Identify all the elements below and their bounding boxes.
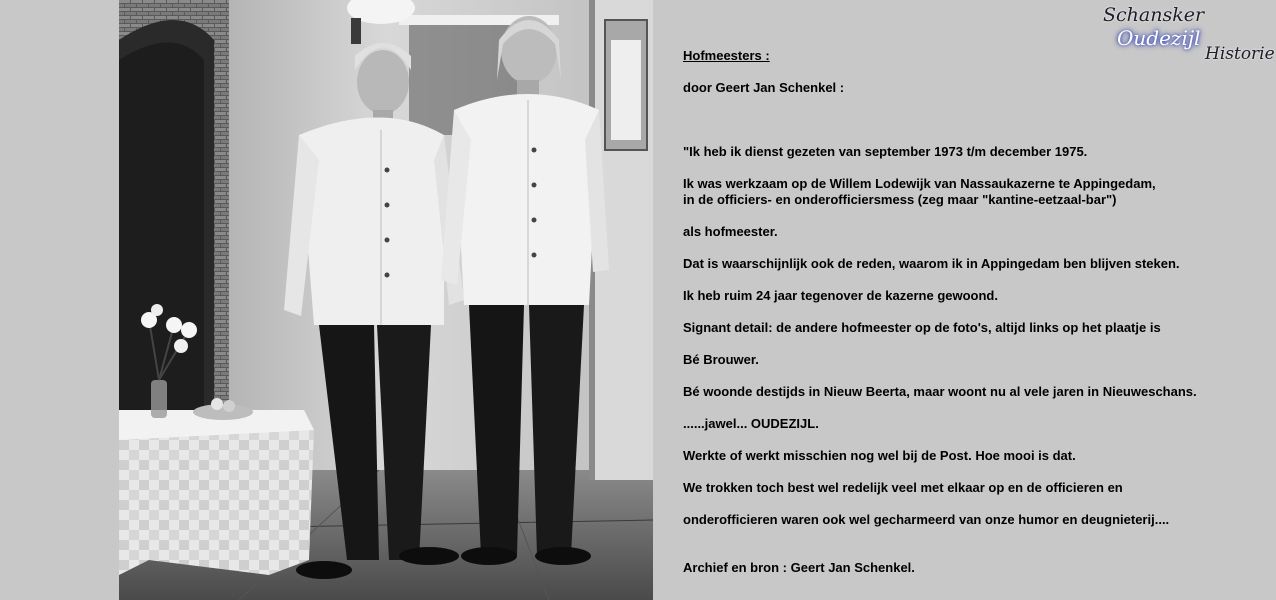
article-line: Ik heb ruim 24 jaar tegenover de kazerne gewoond.	[683, 288, 998, 303]
stewards-photo	[119, 0, 653, 600]
article-line: Werkte of werkt misschien nog wel bij de Post. Hoe mooi is dat.	[683, 448, 1076, 463]
article-line: Dat is waarschijnlijk ook de reden, waarom ik in Appingedam ben blijven steken.	[683, 256, 1180, 271]
article-line: Signant detail: de andere hofmeester op de foto's, altijd links op het plaatje is	[683, 320, 1161, 335]
article-line: in de officiers- en onderofficiersmess (zeg maar "kantine-eetzaal-bar")	[683, 192, 1117, 207]
article-line: als hofmeester.	[683, 224, 778, 239]
article-byline: door Geert Jan Schenkel :	[683, 80, 845, 95]
article-source: Archief en bron : Geert Jan Schenkel.	[683, 560, 915, 575]
article-line: "Ik heb ik dienst gezeten van september 1973 t/m december 1975.	[683, 144, 1088, 159]
site-logo[interactable]	[1095, 2, 1273, 68]
article-line: Ik was werkzaam op de Willem Lodewijk van Nassaukazerne te Appingedam,	[683, 176, 1156, 191]
article-line: Bé woonde destijds in Nieuw Beerta, maar woont nu al vele jaren in Nieuweschans.	[683, 384, 1197, 399]
stewards-photo-graphic	[119, 0, 653, 600]
article-line: ......jawel... OUDEZIJL.	[683, 416, 819, 431]
article-line: Bé Brouwer.	[683, 352, 759, 367]
logo-word-oudezijl: Oudezijl	[1117, 26, 1201, 50]
logo-word-historie: Historie	[1205, 44, 1275, 64]
logo-word-schansker: Schansker	[1103, 4, 1205, 26]
article-heading: Hofmeesters :	[683, 48, 770, 63]
article-line: onderofficieren waren ook wel gecharmeerd van onze humor en deugnieterij....	[683, 512, 1170, 527]
article-line: We trokken toch best wel redelijk veel met elkaar op en de officieren en	[683, 480, 1123, 495]
